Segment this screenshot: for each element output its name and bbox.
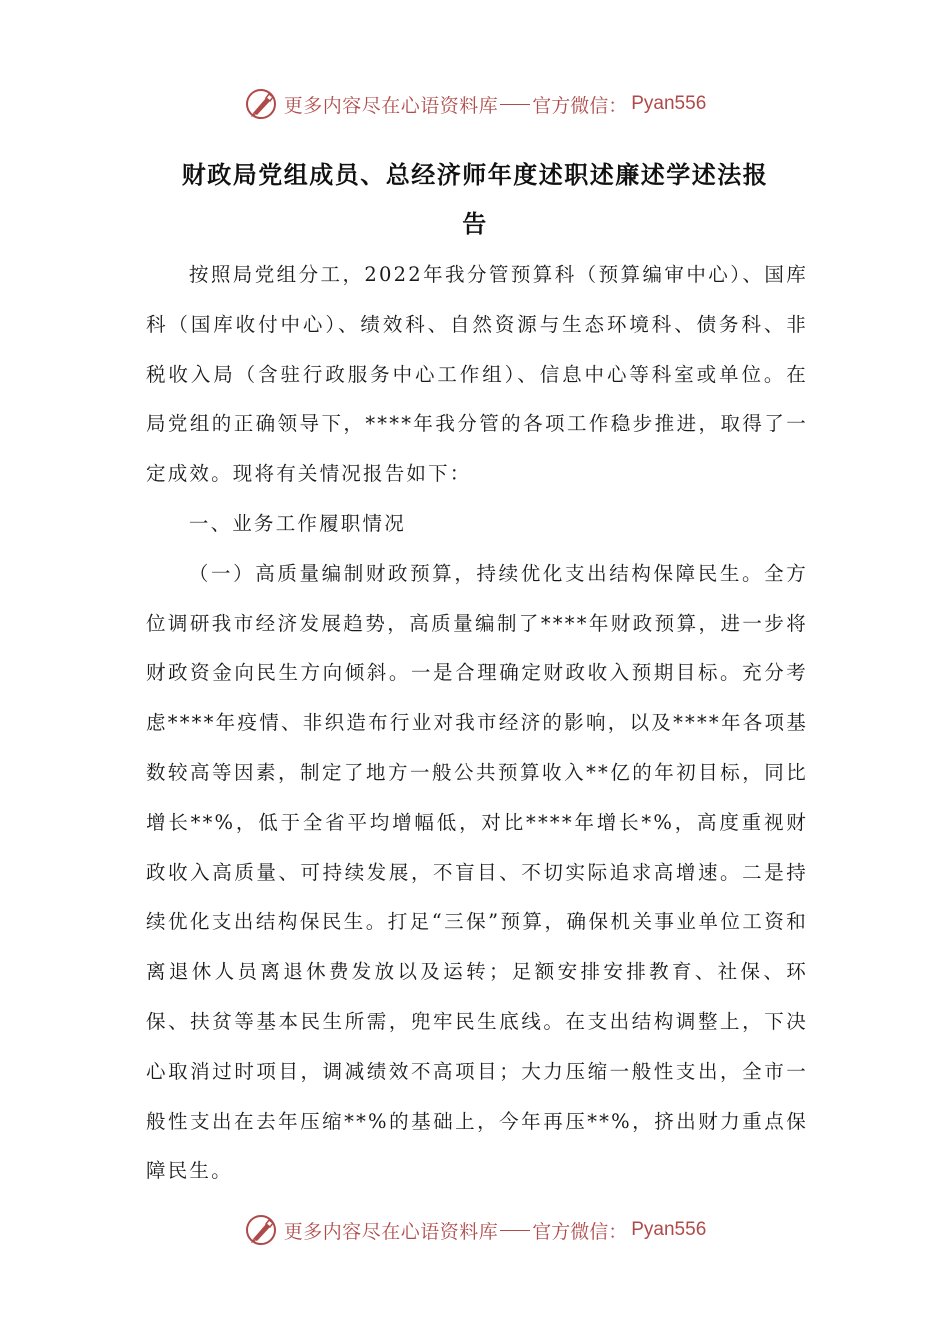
document-title-line2: 告 (462, 210, 488, 238)
watermark-header (0, 84, 950, 124)
watermark-label: 官方微信： (532, 1220, 628, 1243)
section-paragraph: （一）高质量编制财政预算，持续优化支出结构保障民生。全方位调研我市经济发展趋势，高质量编制了****年财政预算，进一步将财政资金向民生方向倾斜。一是合理确定财政收入预期目标。充分考虑****年疫情、非织造布行业对我市经济的影响，以及****年各项基数较高等因素，制定了地方一般公共预算收入**亿的年初目标，同比增长**%，低于全省平均增幅低，对比****年增长*%，高度重视财政收入高质量、可持续发展，不盲目、不切实际追求高增速。二是持续优化支出结构保民生。打足“三保”预算，确保机关事业单位工资和离退休人员离退休费发放以及运转；足额安排安排教育、社保、环保、扶贫等基本民生所需，兜牢民生底线。在支出结构调整上，下决心取消过时项目，调减绩效不高项目；大力压缩一般性支出，全市一般性支出在去年压缩**%的基础上，今年再压**%，挤出财力重点保障民生。 (146, 561, 808, 1183)
watermark-footer (0, 1210, 950, 1250)
pen-logo-icon (244, 1213, 278, 1247)
pen-logo-icon (244, 87, 278, 121)
intro-paragraph: 按照局党组分工，2022年我分管预算科（预算编审中心）、国库科（国库收付中心）、绩效科、自然资源与生态环境科、债务科、非税收入局（含驻行政服务中心工作组）、信息中心等科室或单位。在局党组的正确领导下，****年我分管的各项工作稳步推进，取得了一定成效。现将有关情况报告如下： (146, 263, 808, 486)
document-body (146, 250, 808, 1196)
watermark-wechat-id: Pyan556 (631, 1219, 707, 1240)
watermark-dash (500, 1230, 530, 1231)
watermark-text: 更多内容尽在心语资料库 (283, 1220, 499, 1243)
watermark-text: 更多内容尽在心语资料库 (283, 94, 499, 117)
watermark-wechat-id: Pyan556 (631, 93, 707, 114)
section-heading: 一、业务工作履职情况 (188, 511, 406, 535)
watermark-label: 官方微信： (532, 94, 628, 117)
document-title-line1: 财政局党组成员、总经济师年度述职述廉述学述法报 (181, 161, 769, 189)
watermark-dash (500, 104, 530, 105)
